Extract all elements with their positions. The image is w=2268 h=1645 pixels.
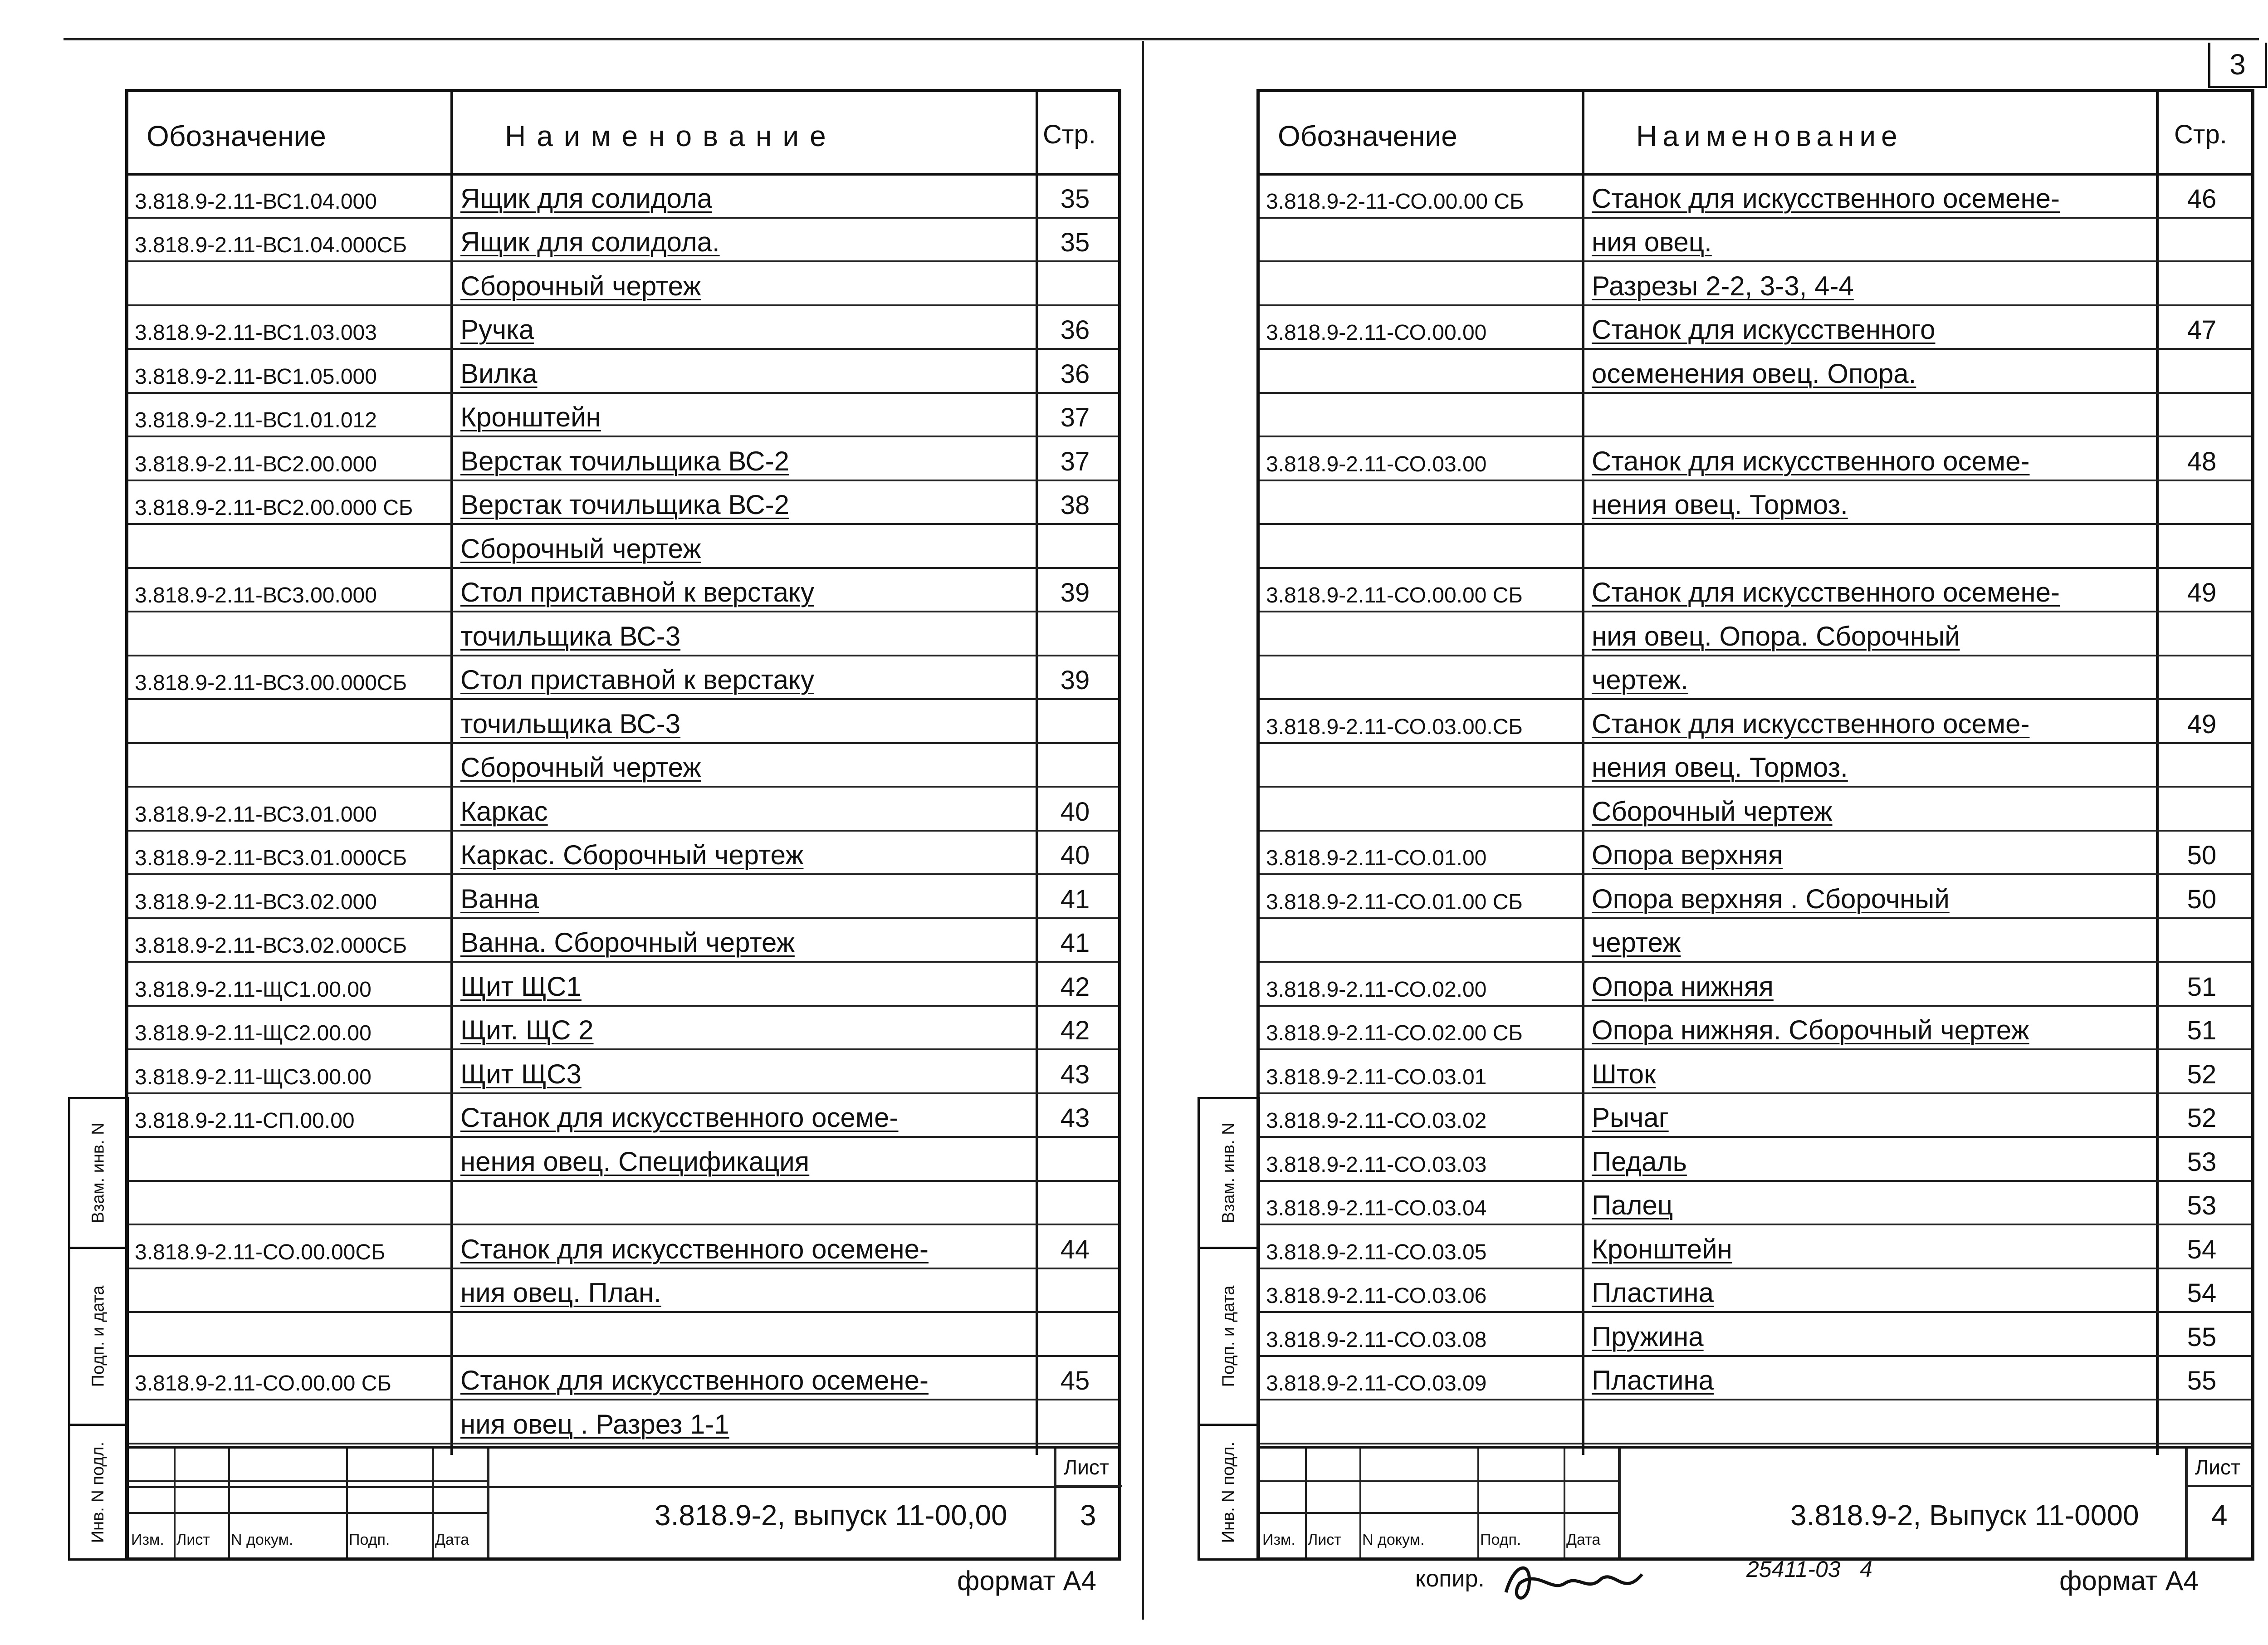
row-name: Рычаг — [1592, 1102, 1669, 1133]
table-row — [128, 1268, 1118, 1313]
table-row — [1260, 873, 2251, 919]
row-name: Верстак точильщика ВС-2 — [460, 490, 789, 520]
row-designation: 3.818.9-2.11-СО.03.04 — [1266, 1196, 1487, 1220]
row-page: 52 — [2187, 1103, 2217, 1133]
row-page: 40 — [1060, 797, 1090, 827]
right-title-block — [1260, 1446, 2251, 1557]
row-page — [1038, 1180, 1112, 1224]
row-name: Сборочный чертеж — [460, 270, 701, 301]
row-name — [1592, 523, 2152, 567]
header-designation: Обозначение — [1278, 120, 1457, 152]
row-name: Ящик для солидола — [460, 183, 712, 214]
row-page — [1038, 1268, 1112, 1312]
tb-sep — [1305, 1449, 1307, 1557]
table-row — [128, 1005, 1118, 1051]
left-doc-code: 3.818.9-2, выпуск 11-00,00 — [655, 1499, 1007, 1532]
row-page: 49 — [2187, 709, 2217, 739]
table-row — [128, 567, 1118, 613]
row-page — [1038, 1399, 1112, 1443]
row-designation: 3.818.9-2.11-ВС1.04.000СБ — [135, 233, 407, 257]
left-format-label: формат А4 — [957, 1566, 1096, 1596]
row-designation: 3.818.9-2.11-СО.00.00 — [1266, 321, 1487, 345]
table-row — [128, 742, 1118, 788]
row-name: Опора верхняя — [1592, 840, 1783, 870]
row-designation: 3.818.9-2.11-СО.00.00 СБ — [135, 1371, 391, 1395]
table-row — [128, 1311, 1118, 1357]
row-designation — [1266, 742, 1579, 786]
table-row — [128, 392, 1118, 438]
table-row — [128, 655, 1118, 700]
row-name: ния овец. — [1592, 227, 1712, 257]
row-designation — [1266, 348, 1579, 392]
row-name: Пластина — [1592, 1365, 1714, 1395]
row-designation: 3.818.9-2.11-СО.03.01 — [1266, 1065, 1487, 1089]
row-page — [2159, 655, 2245, 699]
order-sheet: 4 — [1860, 1557, 1872, 1582]
row-page: 50 — [2187, 841, 2217, 870]
row-page: 53 — [2187, 1147, 2217, 1177]
row-page — [1038, 698, 1112, 742]
title-block-column-label: Подп. — [1480, 1531, 1521, 1548]
row-designation: 3.818.9-2.11-СО.03.08 — [1266, 1327, 1487, 1352]
title-block-column-label: Изм. — [131, 1531, 164, 1548]
row-designation — [1266, 217, 1579, 261]
row-page: 36 — [1060, 359, 1090, 389]
row-page: 42 — [1060, 1016, 1090, 1045]
row-designation — [1266, 917, 1579, 961]
table-row — [128, 348, 1118, 394]
row-page: 41 — [1060, 884, 1090, 914]
row-designation: 3.818.9-2.11-СО.00.00СБ — [135, 1240, 386, 1264]
table-row — [128, 1355, 1118, 1401]
table-row — [1260, 217, 2251, 263]
left-sheet-label: Лист — [1064, 1455, 1109, 1479]
copyist-signature — [1497, 1552, 1651, 1615]
row-page — [1038, 1311, 1112, 1355]
table-row — [1260, 1399, 2251, 1444]
row-name: осеменения овец. Опора. — [1592, 358, 1916, 389]
row-name: Вилка — [460, 358, 538, 389]
row-page — [2159, 260, 2245, 304]
row-page — [2159, 742, 2245, 786]
row-page: 41 — [1060, 928, 1090, 958]
row-name: Сборочный чертеж — [460, 752, 701, 783]
row-name: Пружина — [1592, 1321, 1704, 1352]
table-row — [1260, 523, 2251, 569]
tb-sep — [346, 1449, 348, 1557]
table-row — [128, 1136, 1118, 1182]
row-name: Ванна — [460, 883, 539, 914]
row-designation: 3.818.9-2.11-СП.00.00 — [135, 1109, 355, 1133]
row-name: нения овец. Тормоз. — [1592, 490, 1848, 520]
row-designation: 3.818.9-2.11-СО.02.00 — [1266, 977, 1487, 1002]
row-designation: 3.818.9-2.11-ВС1.05.000 — [135, 364, 377, 389]
right-side-stamp — [1198, 1097, 1260, 1561]
row-page — [2159, 480, 2245, 524]
row-designation — [135, 260, 448, 304]
row-page: 47 — [2187, 315, 2217, 345]
right-specification-sheet — [1256, 89, 2254, 1561]
row-designation: 3.818.9-2.11-СО.03.00.СБ — [1266, 715, 1523, 739]
row-page: 38 — [1060, 490, 1090, 520]
left-sheet-number: 3 — [1080, 1499, 1096, 1532]
table-row — [1260, 480, 2251, 525]
tb-sep — [1054, 1449, 1056, 1557]
row-page — [2159, 917, 2245, 961]
title-block-column-label: Подп. — [349, 1531, 390, 1548]
table-row — [128, 830, 1118, 876]
tb-sep — [1477, 1449, 1479, 1557]
row-page — [1038, 523, 1112, 567]
row-page — [2159, 217, 2245, 261]
row-name: Педаль — [1592, 1146, 1687, 1177]
row-page: 51 — [2187, 972, 2217, 1002]
table-row — [1260, 830, 2251, 876]
tb-sep — [228, 1449, 230, 1557]
row-designation — [1266, 523, 1579, 567]
table-row — [1260, 173, 2251, 219]
table-row — [128, 260, 1118, 306]
row-name: Ручка — [460, 314, 534, 345]
row-name: Станок для искусственного осемене- — [460, 1365, 929, 1395]
table-row — [128, 1048, 1118, 1094]
row-designation — [135, 1399, 448, 1443]
row-designation — [135, 742, 448, 786]
table-row — [1260, 567, 2251, 613]
row-name — [1592, 392, 2152, 436]
table-row — [1260, 1180, 2251, 1226]
row-name: Разрезы 2-2, 3-3, 4-4 — [1592, 270, 1854, 301]
header-page: Стр. — [1043, 120, 1096, 149]
title-block-column-label: Лист — [176, 1531, 210, 1548]
table-row — [128, 1399, 1118, 1444]
title-block-column-label: N докум. — [1362, 1531, 1425, 1548]
row-name: Опора верхняя . Сборочный — [1592, 883, 1950, 914]
tb-sep — [487, 1449, 489, 1557]
tb-sep — [1564, 1449, 1565, 1557]
center-fold-line — [1142, 41, 1144, 1620]
tb-sep — [174, 1449, 176, 1557]
row-designation: 3.818.9-2.11-ВС3.01.000СБ — [135, 846, 407, 870]
row-name: Палец — [1592, 1190, 1673, 1220]
side-cell-inv-replace: Взам. инв. N — [70, 1099, 127, 1249]
table-row — [1260, 304, 2251, 350]
row-name: Опора нижняя — [1592, 971, 1774, 1002]
tb-sep — [1359, 1449, 1361, 1557]
row-page: 43 — [1060, 1103, 1090, 1133]
row-designation: 3.818.9-2.11-ЩС3.00.00 — [135, 1065, 371, 1089]
row-designation: 3.818.9-2.11-ЩС1.00.00 — [135, 977, 371, 1002]
top-rule — [64, 38, 2259, 40]
table-row — [128, 523, 1118, 569]
table-row — [128, 611, 1118, 656]
row-page: 53 — [2187, 1191, 2217, 1220]
row-page: 42 — [1060, 972, 1090, 1002]
table-row — [128, 873, 1118, 919]
table-row — [128, 304, 1118, 350]
table-row — [128, 1180, 1118, 1226]
row-page — [2159, 523, 2245, 567]
row-name: Сборочный чертеж — [460, 533, 701, 564]
row-designation: 3.818.9-2.11-ВС3.02.000 — [135, 890, 377, 914]
row-name: Шток — [1592, 1058, 1656, 1089]
page-number-box — [2208, 43, 2267, 88]
table-row — [1260, 917, 2251, 963]
tb-row-line — [2185, 1485, 2253, 1487]
table-row — [128, 173, 1118, 219]
row-page: 36 — [1060, 315, 1090, 345]
row-name: Каркас — [460, 796, 548, 827]
right-sheet-label: Лист — [2195, 1455, 2240, 1479]
row-page: 40 — [1060, 841, 1090, 870]
table-row — [1260, 1311, 2251, 1357]
row-designation: 3.818.9-2.11-ВС3.01.000 — [135, 802, 377, 827]
title-block-column-label: Дата — [1566, 1531, 1601, 1548]
table-row — [1260, 655, 2251, 700]
row-designation — [1266, 1399, 1579, 1443]
right-table-header — [1260, 92, 2251, 176]
table-row — [1260, 1355, 2251, 1401]
row-name: нения овец. Спецификация — [460, 1146, 810, 1177]
row-page — [2159, 1399, 2245, 1443]
row-page — [1038, 1136, 1112, 1180]
row-name: Кронштейн — [460, 402, 601, 432]
header-designation: Обозначение — [147, 120, 326, 152]
row-designation — [1266, 480, 1579, 524]
tb-row-line — [128, 1480, 487, 1482]
row-name: ния овец . Разрез 1-1 — [460, 1409, 729, 1439]
row-designation: 3.818.9-2.11-ВС1.04.000 — [135, 189, 377, 214]
tb-row-line — [128, 1512, 487, 1514]
table-row — [128, 480, 1118, 525]
row-page: 46 — [2187, 184, 2217, 214]
row-name: Кронштейн — [1592, 1234, 1732, 1264]
title-block-column-label: Лист — [1308, 1531, 1341, 1548]
left-specification-sheet — [125, 89, 1121, 1561]
row-page: 54 — [2187, 1234, 2217, 1264]
row-designation: 3.818.9-2.11-ЩС2.00.00 — [135, 1021, 371, 1045]
row-name: чертеж. — [1592, 665, 1688, 695]
row-page: 49 — [2187, 578, 2217, 607]
row-page: 52 — [2187, 1059, 2217, 1089]
table-row — [128, 917, 1118, 963]
table-row — [128, 1224, 1118, 1269]
row-designation — [135, 1136, 448, 1180]
row-name: точильщика ВС-3 — [460, 621, 681, 651]
row-page: 35 — [1060, 184, 1090, 214]
row-name: Станок для искусственного — [1592, 314, 1936, 345]
row-designation: 3.818.9-2.11-ВС3.02.000СБ — [135, 934, 407, 958]
page-number: 3 — [2229, 48, 2246, 81]
row-designation — [135, 1311, 448, 1355]
side-cell-inv-replace: Взам. инв. N — [1200, 1099, 1258, 1249]
table-row — [128, 1092, 1118, 1138]
row-name: Ванна. Сборочный чертеж — [460, 927, 795, 958]
row-page: 55 — [2187, 1366, 2217, 1395]
table-row — [128, 698, 1118, 744]
table-row — [1260, 1092, 2251, 1138]
row-name: Станок для искусственного осеме- — [1592, 446, 2030, 476]
row-name: ния овец. Опора. Сборочный — [1592, 621, 1960, 651]
table-row — [1260, 698, 2251, 744]
table-row — [1260, 1268, 2251, 1313]
table-row — [128, 786, 1118, 832]
title-block-column-label: N докум. — [231, 1531, 293, 1548]
row-designation: 3.818.9-2.11-СО.03.02 — [1266, 1109, 1487, 1133]
order-number: 25411-03 — [1746, 1557, 1841, 1582]
table-row — [128, 217, 1118, 263]
row-designation: 3.818.9-2.11-СО.03.03 — [1266, 1152, 1487, 1177]
table-row — [128, 436, 1118, 481]
table-row — [128, 961, 1118, 1007]
table-row — [1260, 1136, 2251, 1182]
row-name: Щит. ЩС 2 — [460, 1015, 594, 1045]
row-name: Каркас. Сборочный чертеж — [460, 840, 804, 870]
row-page: 50 — [2187, 884, 2217, 914]
row-name — [1592, 1399, 2152, 1443]
table-row — [1260, 611, 2251, 656]
table-row — [1260, 348, 2251, 394]
table-row — [1260, 1005, 2251, 1051]
table-row — [1260, 786, 2251, 832]
row-designation: 3.818.9-2.11-СО.03.09 — [1266, 1371, 1487, 1395]
row-page: 51 — [2187, 1016, 2217, 1045]
row-designation: 3.818.9-2.11-ВС2.00.000 СБ — [135, 496, 413, 520]
row-name: точильщика ВС-3 — [460, 708, 681, 739]
row-name: Щит ЩС3 — [460, 1058, 582, 1089]
table-row — [1260, 392, 2251, 438]
row-page — [2159, 786, 2245, 830]
row-page — [2159, 611, 2245, 655]
row-name: Станок для искусственного осеме- — [460, 1102, 899, 1133]
row-designation: 3.818.9-2.11-СО.03.05 — [1266, 1240, 1487, 1264]
row-page: 37 — [1060, 446, 1090, 476]
side-cell-sign-date: Подп. и дата — [1200, 1249, 1258, 1426]
row-page: 45 — [1060, 1366, 1090, 1395]
row-designation — [1266, 611, 1579, 655]
row-designation: 3.818.9-2.11-ВС1.01.012 — [135, 408, 377, 432]
row-page: 44 — [1060, 1234, 1090, 1264]
row-name — [460, 1180, 1032, 1224]
row-designation: 3.818.9-2.11-ВС3.00.000СБ — [135, 671, 407, 695]
row-name: Станок для искусственного осемене- — [1592, 577, 2060, 607]
header-page: Стр. — [2174, 120, 2227, 149]
left-side-stamp — [68, 1097, 129, 1561]
tb-sep — [2185, 1449, 2188, 1557]
row-designation: 3.818.9-2.11-ВС1.03.003 — [135, 321, 377, 345]
tb-sep — [432, 1449, 434, 1557]
row-page: 43 — [1060, 1059, 1090, 1089]
row-designation — [135, 1268, 448, 1312]
row-name: Станок для искусственного осемене- — [460, 1234, 929, 1264]
right-sheet-number: 4 — [2211, 1499, 2228, 1532]
row-designation: 3.818.9-2.11-СО.02.00 СБ — [1266, 1021, 1523, 1045]
row-designation — [135, 523, 448, 567]
left-table-header — [128, 92, 1118, 176]
row-page — [1038, 611, 1112, 655]
row-name: Стол приставной к верстаку — [460, 577, 814, 607]
side-cell-sign-date: Подп. и дата — [70, 1249, 127, 1426]
row-name: Сборочный чертеж — [1592, 796, 1833, 827]
table-row — [1260, 1224, 2251, 1269]
row-designation: 3.818.9-2.11-СО.00.00 СБ — [1266, 583, 1523, 607]
row-name: Пластина — [1592, 1278, 1714, 1308]
row-name: Станок для искусственного осемене- — [1592, 183, 2060, 214]
tb-row-line — [1260, 1480, 1618, 1482]
side-cell-inv-orig: Инв. N подл. — [88, 1441, 108, 1543]
row-name: Ящик для солидола. — [460, 227, 720, 257]
row-name: нения овец. Тормоз. — [1592, 752, 1848, 783]
table-row — [1260, 961, 2251, 1007]
row-page: 37 — [1060, 403, 1090, 432]
row-designation — [135, 698, 448, 742]
row-page — [1038, 260, 1112, 304]
row-page: 35 — [1060, 228, 1090, 257]
left-title-block — [128, 1446, 1118, 1557]
row-designation: 3.818.9-2.11-ВС2.00.000 — [135, 452, 377, 476]
row-designation — [135, 1180, 448, 1224]
tb-row-line — [1260, 1512, 1618, 1514]
table-row — [1260, 260, 2251, 306]
row-name — [460, 1311, 1032, 1355]
row-designation — [135, 611, 448, 655]
header-name: Наименование — [1636, 120, 1903, 152]
row-page: 39 — [1060, 578, 1090, 607]
row-page — [1038, 742, 1112, 786]
row-name: Стол приставной к верстаку — [460, 665, 814, 695]
row-page: 54 — [2187, 1278, 2217, 1308]
row-designation: 3.818.9-2-11-СО.00.00 СБ — [1266, 189, 1524, 214]
row-designation — [1266, 260, 1579, 304]
copy-label: копир. — [1415, 1566, 1485, 1592]
title-block-column-label: Дата — [435, 1531, 469, 1548]
header-name: Наименование — [505, 120, 837, 152]
right-format-label: формат А4 — [2059, 1566, 2199, 1596]
row-name: Станок для искусственного осеме- — [1592, 708, 2030, 739]
row-name: ния овец. План. — [460, 1278, 661, 1308]
row-designation: 3.818.9-2.11-СО.03.06 — [1266, 1284, 1487, 1308]
row-name: Опора нижняя. Сборочный чертеж — [1592, 1015, 2029, 1045]
row-page: 48 — [2187, 446, 2217, 476]
row-page — [2159, 348, 2245, 392]
row-designation — [1266, 655, 1579, 699]
table-row — [1260, 742, 2251, 788]
title-block-column-label: Изм. — [1262, 1531, 1295, 1548]
right-doc-code: 3.818.9-2, Выпуск 11-0000 — [1790, 1499, 2139, 1532]
row-designation — [1266, 392, 1579, 436]
row-designation: 3.818.9-2.11-СО.01.00 СБ — [1266, 890, 1523, 914]
row-name: Щит ЩС1 — [460, 971, 582, 1002]
row-name: чертеж — [1592, 927, 1681, 958]
tb-sep — [1618, 1449, 1621, 1557]
row-designation: 3.818.9-2.11-ВС3.00.000 — [135, 583, 377, 607]
row-designation — [1266, 786, 1579, 830]
side-cell-inv-orig: Инв. N подл. — [1219, 1441, 1238, 1543]
table-row — [1260, 436, 2251, 481]
table-row — [1260, 1048, 2251, 1094]
row-page: 39 — [1060, 666, 1090, 695]
row-designation: 3.818.9-2.11-СО.03.00 — [1266, 452, 1487, 476]
tb-row-line — [1054, 1485, 1122, 1487]
row-page — [2159, 392, 2245, 436]
row-designation: 3.818.9-2.11-СО.01.00 — [1266, 846, 1487, 870]
row-name: Верстак точильщика ВС-2 — [460, 446, 789, 476]
row-page: 55 — [2187, 1322, 2217, 1352]
